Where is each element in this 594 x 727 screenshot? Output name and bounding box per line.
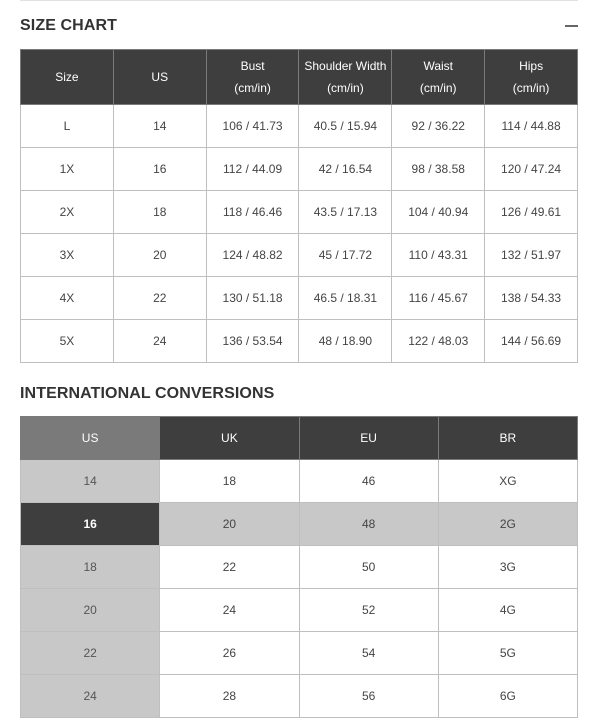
- size-row: [21, 105, 578, 148]
- size-cell: 116 / 45.67: [392, 277, 485, 320]
- conversion-row[interactable]: [21, 589, 578, 632]
- size-row: [21, 148, 578, 191]
- conv-col-header-uk[interactable]: UK: [160, 417, 299, 460]
- size-cell: 130 / 51.18: [206, 277, 299, 320]
- conversion-cell[interactable]: 14: [21, 460, 160, 503]
- size-row: [21, 320, 578, 363]
- size-cell: 132 / 51.97: [485, 234, 578, 277]
- size-col-header: [206, 50, 299, 105]
- conversion-cell: 52: [299, 589, 438, 632]
- size-cell: 3X: [21, 234, 114, 277]
- size-cell: L: [21, 105, 114, 148]
- size-cell: 1X: [21, 148, 114, 191]
- size-cell: 124 / 48.82: [206, 234, 299, 277]
- conversion-row[interactable]: [21, 460, 578, 503]
- size-cell: 118 / 46.46: [206, 191, 299, 234]
- conversion-cell[interactable]: 16: [21, 503, 160, 546]
- conversion-cell[interactable]: 20: [21, 589, 160, 632]
- size-cell: 114 / 44.88: [485, 105, 578, 148]
- size-col-header: [392, 50, 485, 105]
- size-cell: 5X: [21, 320, 114, 363]
- conversion-cell: 26: [160, 632, 299, 675]
- size-col-header-label: US: [151, 70, 169, 84]
- size-cell: 14: [113, 105, 206, 148]
- size-cell: 40.5 / 15.94: [299, 105, 392, 148]
- size-col-header-unit: (cm/in): [327, 81, 364, 95]
- conversion-cell: 2G: [438, 503, 577, 546]
- conv-col-header-eu[interactable]: EU: [299, 417, 438, 460]
- size-col-header-label: Hips: [519, 59, 544, 73]
- conversion-cell: 6G: [438, 675, 577, 718]
- conversion-row[interactable]: [21, 632, 578, 675]
- size-chart-header-row: [21, 50, 578, 105]
- size-col-header: [485, 50, 578, 105]
- size-row: [21, 234, 578, 277]
- size-cell: 106 / 41.73: [206, 105, 299, 148]
- conversion-row[interactable]: [21, 503, 578, 546]
- conversions-title: INTERNATIONAL CONVERSIONS: [20, 385, 275, 402]
- size-cell: 24: [113, 320, 206, 363]
- size-cell: 48 / 18.90: [299, 320, 392, 363]
- size-cell: 2X: [21, 191, 114, 234]
- size-cell: 42 / 16.54: [299, 148, 392, 191]
- conversion-cell: 18: [160, 460, 299, 503]
- size-cell: 126 / 49.61: [485, 191, 578, 234]
- size-row: [21, 277, 578, 320]
- size-cell: 144 / 56.69: [485, 320, 578, 363]
- size-cell: 138 / 54.33: [485, 277, 578, 320]
- conversion-cell: 56: [299, 675, 438, 718]
- size-cell: 45 / 17.72: [299, 234, 392, 277]
- conversion-cell: 3G: [438, 546, 577, 589]
- size-cell: 22: [113, 277, 206, 320]
- size-cell: 104 / 40.94: [392, 191, 485, 234]
- size-col-header-unit: (cm/in): [234, 81, 271, 95]
- conversions-header-row: [21, 417, 578, 460]
- conversion-cell: 54: [299, 632, 438, 675]
- conversion-cell: 28: [160, 675, 299, 718]
- size-col-header: [299, 50, 392, 105]
- size-chart-title: SIZE CHART: [20, 17, 117, 34]
- minus-icon[interactable]: [565, 25, 578, 27]
- size-cell: 18: [113, 191, 206, 234]
- size-cell: 20: [113, 234, 206, 277]
- size-col-header-label: Waist: [423, 59, 453, 73]
- size-col-header-label: Bust: [240, 59, 265, 73]
- size-chart-table: [20, 49, 578, 363]
- conversion-cell: 48: [299, 503, 438, 546]
- conversion-cell: XG: [438, 460, 577, 503]
- size-cell: 136 / 53.54: [206, 320, 299, 363]
- conversion-cell: 4G: [438, 589, 577, 632]
- size-cell: 98 / 38.58: [392, 148, 485, 191]
- conv-col-header-us[interactable]: US: [21, 417, 160, 460]
- size-cell: 120 / 47.24: [485, 148, 578, 191]
- conversion-row[interactable]: [21, 546, 578, 589]
- size-col-header-unit: (cm/in): [419, 81, 457, 95]
- size-cell: 46.5 / 18.31: [299, 277, 392, 320]
- size-cell: 122 / 48.03: [392, 320, 485, 363]
- size-col-header: [113, 50, 206, 105]
- size-cell: 92 / 36.22: [392, 105, 485, 148]
- top-divider: [20, 0, 578, 1]
- conversion-row[interactable]: [21, 675, 578, 718]
- size-cell: 110 / 43.31: [392, 234, 485, 277]
- conversion-cell[interactable]: 18: [21, 546, 160, 589]
- size-col-header-label: Shoulder Width: [304, 59, 387, 73]
- conversion-cell: 46: [299, 460, 438, 503]
- size-col-header: [21, 50, 114, 105]
- size-cell: 112 / 44.09: [206, 148, 299, 191]
- size-row: [21, 191, 578, 234]
- conv-col-header-br[interactable]: BR: [438, 417, 577, 460]
- conversion-cell: 20: [160, 503, 299, 546]
- size-col-header-unit: (cm/in): [512, 81, 550, 95]
- size-col-header-label: Size: [55, 70, 79, 84]
- size-cell: 43.5 / 17.13: [299, 191, 392, 234]
- size-cell: 16: [113, 148, 206, 191]
- size-cell: 4X: [21, 277, 114, 320]
- conversion-cell: 50: [299, 546, 438, 589]
- conversion-cell: 5G: [438, 632, 577, 675]
- conversion-cell: 22: [160, 546, 299, 589]
- conversions-table: [20, 416, 578, 718]
- conversion-cell[interactable]: 22: [21, 632, 160, 675]
- conversion-cell: 24: [160, 589, 299, 632]
- conversion-cell[interactable]: 24: [21, 675, 160, 718]
